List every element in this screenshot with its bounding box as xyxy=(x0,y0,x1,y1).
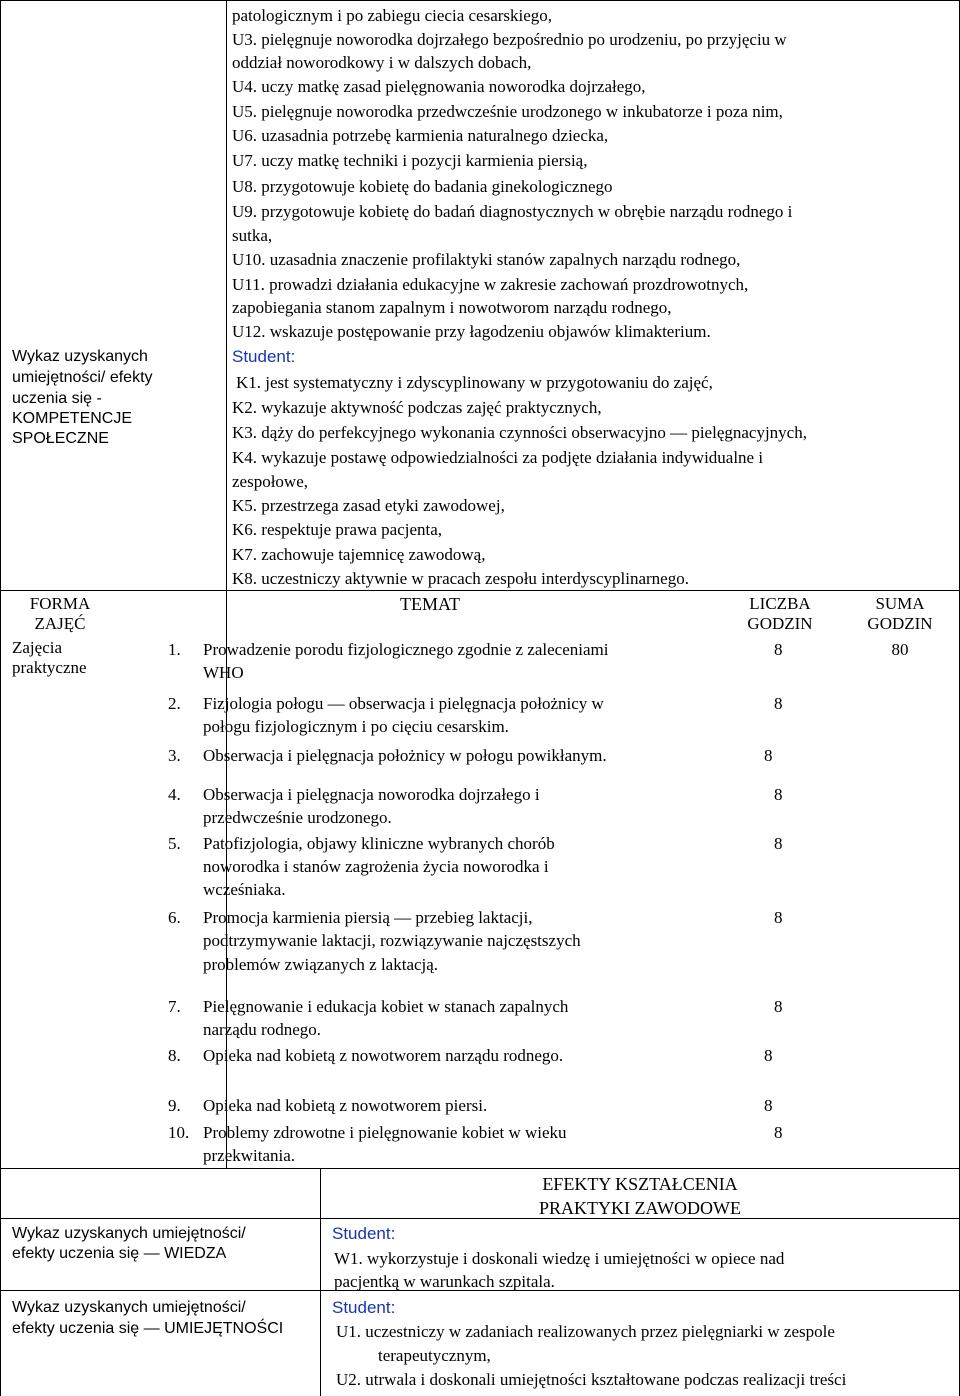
topic-hours: 8 xyxy=(774,1123,783,1142)
topic-hours: 8 xyxy=(764,1046,773,1065)
efekty-title-line: EFEKTY KSZTAŁCENIA xyxy=(542,1174,738,1194)
student-heading: Student: xyxy=(232,347,296,366)
wiedza-label-line: Wykaz uzyskanych umiejętności/ xyxy=(12,1225,246,1242)
topic-text-line: przedwcześnie urodzonego. xyxy=(203,808,392,827)
topic-text-line: połogu fizjologicznym i po cięciu cesarskim. xyxy=(203,717,509,736)
k-line: K1. jest systematyczny i zdyscyplinowany w przygotowaniu do zajęć, xyxy=(236,373,713,392)
row-divider-efekty xyxy=(0,1168,960,1169)
forma-label-line: ZAJĘĆ xyxy=(34,614,86,633)
topic-text-line: Problemy zdrowotne i pielęgnowanie kobiet w wieku xyxy=(203,1123,567,1142)
topic-hours: 8 xyxy=(764,746,773,765)
topic-text-line: Patofizjologia, objawy kliniczne wybranych chorób xyxy=(203,834,555,853)
temat-header: TEMAT xyxy=(400,594,460,614)
table-left-border xyxy=(0,0,1,1396)
w-line: pacjentką w warunkach szpitala. xyxy=(334,1272,555,1291)
u-line: U11. prowadzi działania edukacyjne w zakresie zachowań prozdrowotnych, xyxy=(232,275,749,294)
topic-text-line: przekwitania. xyxy=(203,1146,296,1165)
topic-hours: 8 xyxy=(764,1096,773,1115)
label-line: Wykaz uzyskanych xyxy=(12,348,148,365)
student-heading-umiejetnosci: Student: xyxy=(332,1298,396,1317)
topic-text-line: Pielęgnowanie i edukacja kobiet w stanach zapalnych xyxy=(203,997,569,1016)
label-column-divider-top xyxy=(226,0,227,1168)
topic-text-line: Promocja karmienia piersią — przebieg laktacji, xyxy=(203,908,533,927)
u-line: U4. uczy matkę zasad pielęgnowania noworodka dojrzałego, xyxy=(232,77,646,96)
u-effect-line: terapeutycznym, xyxy=(378,1346,491,1365)
topic-text-line: wcześniaka. xyxy=(203,880,286,899)
label-line: KOMPETENCJE xyxy=(12,410,133,427)
k-line: K4. wykazuje postawę odpowiedzialności za podjęte działania indywidualne i xyxy=(232,448,764,467)
topic-number: 10. xyxy=(168,1123,190,1142)
row-divider-forma xyxy=(0,590,960,591)
efekty-title xyxy=(320,1172,960,1220)
liczba-header-line: GODZIN xyxy=(747,614,813,633)
topic-number: 1. xyxy=(168,640,181,659)
table-top-border xyxy=(0,0,960,1)
topic-number: 6. xyxy=(168,908,181,927)
topic-hours: 8 xyxy=(774,997,783,1016)
topic-text-line: Fizjologia połogu — obserwacja i pielęgnacja położnicy w xyxy=(203,694,604,713)
u-effect-line: U1. uczestniczy w zadaniach realizowanych przez pielęgniarki w zespole xyxy=(336,1322,835,1341)
topic-number: 9. xyxy=(168,1096,181,1115)
efekty-title-line: PRAKTYKI ZAWODOWE xyxy=(538,1198,742,1218)
topic-text-line: noworodka i stanów zagrożenia życia noworodka i xyxy=(203,857,549,876)
u-line: U3. pielęgnuje noworodka dojrzałego bezpośrednio po urodzeniu, po przyjęciu w xyxy=(232,30,787,49)
u-line: U8. przygotowuje kobietę do badania ginekologicznego xyxy=(232,177,613,196)
forma-label-line: FORMA xyxy=(29,594,91,613)
suma-total: 80 xyxy=(891,640,909,659)
label-line: umiejętności/ efekty xyxy=(12,369,153,386)
topic-text-line: Opieka nad kobietą z nowotworem piersi. xyxy=(203,1096,488,1115)
u-line: U10. uzasadnia znaczenie profilaktyki stanów zapalnych narządu rodnego, xyxy=(232,250,741,269)
suma-header-line: GODZIN xyxy=(867,614,933,633)
topic-hours: 8 xyxy=(774,785,783,804)
u-line: oddział noworodkowy i w dalszych dobach, xyxy=(232,53,532,72)
topic-text-line: Opieka nad kobietą z nowotworem narządu rodnego. xyxy=(203,1046,564,1065)
k-line: zespołowe, xyxy=(232,472,309,491)
u-line: U7. uczy matkę techniki i pozycji karmienia piersią, xyxy=(232,151,588,170)
topic-text-line: Prowadzenie porodu fizjologicznego zgodnie z zaleceniami xyxy=(203,640,609,659)
k-line: K7. zachowuje tajemnicę zawodową, xyxy=(232,545,486,564)
topic-number: 5. xyxy=(168,834,181,853)
u-effect-line: U2. utrwala i doskonali umiejętności kształtowane podczas realizacji treści xyxy=(336,1370,847,1389)
u-line: U9. przygotowuje kobietę do badań diagnostycznych w obrębie narządu rodnego i xyxy=(232,202,793,221)
row-divider-wiedza xyxy=(0,1218,320,1219)
topic-text-line: WHO xyxy=(203,663,244,682)
umiejetnosci-label-line: Wykaz uzyskanych umiejętności/ xyxy=(12,1299,246,1316)
k-line: K5. przestrzega zasad etyki zawodowej, xyxy=(232,496,505,515)
liczba-header-line: LICZBA xyxy=(749,594,811,613)
umiejetnosci-label-line: efekty uczenia się — UMIEJĘTNOŚCI xyxy=(12,1320,284,1337)
topic-hours: 8 xyxy=(774,834,783,853)
k-line: K2. wykazuje aktywność podczas zajęć praktycznych, xyxy=(232,398,602,417)
k-line: K8. uczestniczy aktywnie w pracach zespołu interdyscyplinarnego. xyxy=(232,569,689,588)
label-line: uczenia się - xyxy=(12,390,102,407)
topic-number: 8. xyxy=(168,1046,181,1065)
u-line: U12. wskazuje postępowanie przy łagodzeniu objawów klimakterium. xyxy=(232,322,711,341)
wiedza-label-line: efekty uczenia się — WIEDZA xyxy=(12,1245,227,1262)
forma-type-line: Zajęcia xyxy=(12,638,63,657)
k-line: K6. respektuje prawa pacjenta, xyxy=(232,520,443,539)
topic-text-line: narządu rodnego. xyxy=(203,1020,322,1039)
topic-text-line: Obserwacja i pielęgnacja noworodka dojrzałego i xyxy=(203,785,540,804)
w-line: W1. wykorzystuje i doskonali wiedzę i umiejętności w opiece nad xyxy=(334,1249,785,1268)
topic-number: 4. xyxy=(168,785,181,804)
student-heading-wiedza: Student: xyxy=(332,1224,396,1243)
u-line: U5. pielęgnuje noworodka przedwcześnie urodzonego w inkubatorze i poza nim, xyxy=(232,102,783,121)
topic-hours: 8 xyxy=(774,908,783,927)
u-line: U6. uzasadnia potrzebę karmienia naturalnego dziecka, xyxy=(232,126,609,145)
topic-number: 3. xyxy=(168,746,181,765)
topic-text-line: problemów związanych z laktacją. xyxy=(203,955,439,974)
u-line: patologicznym i po zabiegu ciecia cesarskiego, xyxy=(232,6,553,25)
topic-number: 2. xyxy=(168,694,181,713)
liczba-godzin-header xyxy=(720,594,840,634)
topic-text-line: Obserwacja i pielęgnacja położnicy w połogu powikłanym. xyxy=(203,746,607,765)
forma-type-line: praktyczne xyxy=(12,658,87,677)
topic-hours: 8 xyxy=(774,640,783,659)
topic-number: 7. xyxy=(168,997,181,1016)
suma-godzin-header xyxy=(840,594,960,634)
topic-text-line: podtrzymywanie laktacji, rozwiązywanie najczęstszych xyxy=(203,931,581,950)
topic-hours: 8 xyxy=(774,694,783,713)
u-line: zapobiegania stanom zapalnym i nowotworom narządu rodnego, xyxy=(232,298,672,317)
u-line: sutka, xyxy=(232,226,273,245)
label-line: SPOŁECZNE xyxy=(12,430,109,447)
k-line: K3. dąży do perfekcyjnego wykonania czynności obserwacyjno — pielęgnacyjnych, xyxy=(232,423,807,442)
suma-header-line: SUMA xyxy=(875,594,925,613)
